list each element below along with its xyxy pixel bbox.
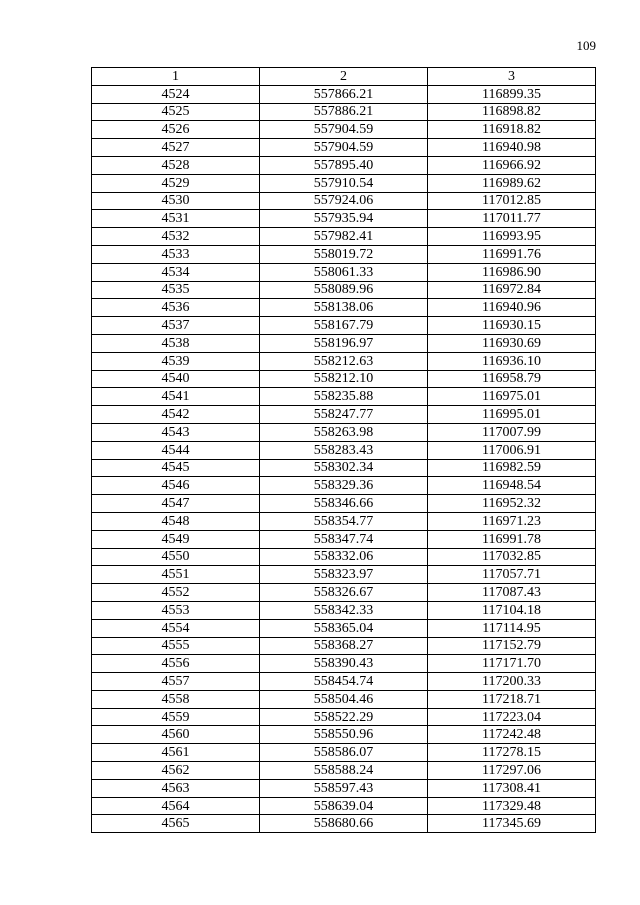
x-coordinate-cell: 557924.06 bbox=[260, 192, 428, 210]
x-coordinate-cell: 558283.43 bbox=[260, 441, 428, 459]
table-row bbox=[92, 673, 596, 691]
x-coordinate-cell: 558302.34 bbox=[260, 459, 428, 477]
y-coordinate-cell: 117297.06 bbox=[428, 762, 596, 780]
table-body bbox=[92, 85, 596, 832]
y-coordinate-cell: 117242.48 bbox=[428, 726, 596, 744]
table-row bbox=[92, 477, 596, 495]
x-coordinate-cell: 557910.54 bbox=[260, 174, 428, 192]
y-coordinate-cell: 117345.69 bbox=[428, 815, 596, 833]
x-coordinate-cell: 558061.33 bbox=[260, 263, 428, 281]
x-coordinate-cell: 558390.43 bbox=[260, 655, 428, 673]
y-coordinate-cell: 117007.99 bbox=[428, 423, 596, 441]
y-coordinate-cell: 116995.01 bbox=[428, 406, 596, 424]
column-header-1: 1 bbox=[92, 68, 260, 86]
table-row bbox=[92, 352, 596, 370]
x-coordinate-cell: 558586.07 bbox=[260, 744, 428, 762]
table-row bbox=[92, 584, 596, 602]
y-coordinate-cell: 116986.90 bbox=[428, 263, 596, 281]
y-coordinate-cell: 117329.48 bbox=[428, 797, 596, 815]
y-coordinate-cell: 117104.18 bbox=[428, 601, 596, 619]
point-number-cell: 4551 bbox=[92, 566, 260, 584]
x-coordinate-cell: 558235.88 bbox=[260, 388, 428, 406]
point-number-cell: 4539 bbox=[92, 352, 260, 370]
table-row bbox=[92, 228, 596, 246]
point-number-cell: 4535 bbox=[92, 281, 260, 299]
y-coordinate-cell: 116971.23 bbox=[428, 512, 596, 530]
y-coordinate-cell: 117152.79 bbox=[428, 637, 596, 655]
table-row bbox=[92, 655, 596, 673]
table-row bbox=[92, 299, 596, 317]
table-row bbox=[92, 779, 596, 797]
x-coordinate-cell: 558639.04 bbox=[260, 797, 428, 815]
y-coordinate-cell: 117223.04 bbox=[428, 708, 596, 726]
x-coordinate-cell: 558504.46 bbox=[260, 690, 428, 708]
table-row bbox=[92, 637, 596, 655]
table-row bbox=[92, 744, 596, 762]
x-coordinate-cell: 558454.74 bbox=[260, 673, 428, 691]
point-number-cell: 4524 bbox=[92, 85, 260, 103]
point-number-cell: 4561 bbox=[92, 744, 260, 762]
table-row bbox=[92, 690, 596, 708]
y-coordinate-cell: 116989.62 bbox=[428, 174, 596, 192]
y-coordinate-cell: 117218.71 bbox=[428, 690, 596, 708]
table-row bbox=[92, 459, 596, 477]
x-coordinate-cell: 557982.41 bbox=[260, 228, 428, 246]
table-row bbox=[92, 103, 596, 121]
y-coordinate-cell: 117308.41 bbox=[428, 779, 596, 797]
point-number-cell: 4541 bbox=[92, 388, 260, 406]
point-number-cell: 4549 bbox=[92, 530, 260, 548]
x-coordinate-cell: 558089.96 bbox=[260, 281, 428, 299]
x-coordinate-cell: 558597.43 bbox=[260, 779, 428, 797]
table-row bbox=[92, 406, 596, 424]
table-row bbox=[92, 601, 596, 619]
x-coordinate-cell: 558354.77 bbox=[260, 512, 428, 530]
table-row bbox=[92, 441, 596, 459]
point-number-cell: 4559 bbox=[92, 708, 260, 726]
y-coordinate-cell: 116982.59 bbox=[428, 459, 596, 477]
y-coordinate-cell: 117057.71 bbox=[428, 566, 596, 584]
y-coordinate-cell: 116991.76 bbox=[428, 245, 596, 263]
x-coordinate-cell: 558588.24 bbox=[260, 762, 428, 780]
table-row bbox=[92, 619, 596, 637]
x-coordinate-cell: 558680.66 bbox=[260, 815, 428, 833]
y-coordinate-cell: 116975.01 bbox=[428, 388, 596, 406]
point-number-cell: 4557 bbox=[92, 673, 260, 691]
table-row bbox=[92, 85, 596, 103]
table-row bbox=[92, 797, 596, 815]
point-number-cell: 4543 bbox=[92, 423, 260, 441]
x-coordinate-cell: 558329.36 bbox=[260, 477, 428, 495]
table-row bbox=[92, 317, 596, 335]
point-number-cell: 4546 bbox=[92, 477, 260, 495]
table-row bbox=[92, 139, 596, 157]
point-number-cell: 4528 bbox=[92, 156, 260, 174]
point-number-cell: 4531 bbox=[92, 210, 260, 228]
point-number-cell: 4533 bbox=[92, 245, 260, 263]
x-coordinate-cell: 558342.33 bbox=[260, 601, 428, 619]
x-coordinate-cell: 558368.27 bbox=[260, 637, 428, 655]
x-coordinate-cell: 557935.94 bbox=[260, 210, 428, 228]
point-number-cell: 4565 bbox=[92, 815, 260, 833]
y-coordinate-cell: 117032.85 bbox=[428, 548, 596, 566]
y-coordinate-cell: 116918.82 bbox=[428, 121, 596, 139]
x-coordinate-cell: 558323.97 bbox=[260, 566, 428, 584]
y-coordinate-cell: 117011.77 bbox=[428, 210, 596, 228]
table-row bbox=[92, 245, 596, 263]
table-row bbox=[92, 121, 596, 139]
table-row bbox=[92, 495, 596, 513]
table-row bbox=[92, 388, 596, 406]
table-row bbox=[92, 512, 596, 530]
point-number-cell: 4547 bbox=[92, 495, 260, 513]
point-number-cell: 4556 bbox=[92, 655, 260, 673]
x-coordinate-cell: 558212.10 bbox=[260, 370, 428, 388]
point-number-cell: 4529 bbox=[92, 174, 260, 192]
table-row bbox=[92, 423, 596, 441]
table-row bbox=[92, 263, 596, 281]
x-coordinate-cell: 558346.66 bbox=[260, 495, 428, 513]
point-number-cell: 4564 bbox=[92, 797, 260, 815]
point-number-cell: 4552 bbox=[92, 584, 260, 602]
point-number-cell: 4553 bbox=[92, 601, 260, 619]
y-coordinate-cell: 117278.15 bbox=[428, 744, 596, 762]
page-number: 109 bbox=[576, 38, 596, 53]
point-number-cell: 4530 bbox=[92, 192, 260, 210]
x-coordinate-cell: 558326.67 bbox=[260, 584, 428, 602]
column-header-3: 3 bbox=[428, 68, 596, 86]
point-number-cell: 4540 bbox=[92, 370, 260, 388]
point-number-cell: 4562 bbox=[92, 762, 260, 780]
x-coordinate-cell: 558167.79 bbox=[260, 317, 428, 335]
point-number-cell: 4545 bbox=[92, 459, 260, 477]
y-coordinate-cell: 117006.91 bbox=[428, 441, 596, 459]
x-coordinate-cell: 558263.98 bbox=[260, 423, 428, 441]
x-coordinate-cell: 558522.29 bbox=[260, 708, 428, 726]
point-number-cell: 4536 bbox=[92, 299, 260, 317]
table-row bbox=[92, 334, 596, 352]
x-coordinate-cell: 557895.40 bbox=[260, 156, 428, 174]
table-row bbox=[92, 210, 596, 228]
coordinates-table bbox=[91, 67, 596, 833]
table-row bbox=[92, 370, 596, 388]
table-row bbox=[92, 548, 596, 566]
y-coordinate-cell: 116952.32 bbox=[428, 495, 596, 513]
table-row bbox=[92, 156, 596, 174]
point-number-cell: 4560 bbox=[92, 726, 260, 744]
header-row bbox=[92, 68, 596, 86]
point-number-cell: 4527 bbox=[92, 139, 260, 157]
y-coordinate-cell: 117200.33 bbox=[428, 673, 596, 691]
table-row bbox=[92, 281, 596, 299]
table-header bbox=[92, 68, 596, 86]
x-coordinate-cell: 558550.96 bbox=[260, 726, 428, 744]
x-coordinate-cell: 558365.04 bbox=[260, 619, 428, 637]
y-coordinate-cell: 117171.70 bbox=[428, 655, 596, 673]
x-coordinate-cell: 558019.72 bbox=[260, 245, 428, 263]
x-coordinate-cell: 558247.77 bbox=[260, 406, 428, 424]
table-row bbox=[92, 530, 596, 548]
y-coordinate-cell: 116940.98 bbox=[428, 139, 596, 157]
y-coordinate-cell: 116966.92 bbox=[428, 156, 596, 174]
y-coordinate-cell: 116972.84 bbox=[428, 281, 596, 299]
x-coordinate-cell: 558196.97 bbox=[260, 334, 428, 352]
point-number-cell: 4538 bbox=[92, 334, 260, 352]
point-number-cell: 4542 bbox=[92, 406, 260, 424]
y-coordinate-cell: 116898.82 bbox=[428, 103, 596, 121]
point-number-cell: 4548 bbox=[92, 512, 260, 530]
x-coordinate-cell: 557904.59 bbox=[260, 121, 428, 139]
x-coordinate-cell: 558212.63 bbox=[260, 352, 428, 370]
point-number-cell: 4554 bbox=[92, 619, 260, 637]
point-number-cell: 4563 bbox=[92, 779, 260, 797]
table-row bbox=[92, 566, 596, 584]
table-row bbox=[92, 762, 596, 780]
x-coordinate-cell: 558332.06 bbox=[260, 548, 428, 566]
point-number-cell: 4534 bbox=[92, 263, 260, 281]
point-number-cell: 4525 bbox=[92, 103, 260, 121]
table-row bbox=[92, 815, 596, 833]
x-coordinate-cell: 557904.59 bbox=[260, 139, 428, 157]
y-coordinate-cell: 117087.43 bbox=[428, 584, 596, 602]
x-coordinate-cell: 557886.21 bbox=[260, 103, 428, 121]
x-coordinate-cell: 557866.21 bbox=[260, 85, 428, 103]
table-row bbox=[92, 708, 596, 726]
point-number-cell: 4544 bbox=[92, 441, 260, 459]
y-coordinate-cell: 116936.10 bbox=[428, 352, 596, 370]
column-header-2: 2 bbox=[260, 68, 428, 86]
point-number-cell: 4550 bbox=[92, 548, 260, 566]
x-coordinate-cell: 558347.74 bbox=[260, 530, 428, 548]
point-number-cell: 4555 bbox=[92, 637, 260, 655]
y-coordinate-cell: 116993.95 bbox=[428, 228, 596, 246]
point-number-cell: 4532 bbox=[92, 228, 260, 246]
point-number-cell: 4526 bbox=[92, 121, 260, 139]
point-number-cell: 4537 bbox=[92, 317, 260, 335]
point-number-cell: 4558 bbox=[92, 690, 260, 708]
y-coordinate-cell: 116899.35 bbox=[428, 85, 596, 103]
table-row bbox=[92, 192, 596, 210]
y-coordinate-cell: 116948.54 bbox=[428, 477, 596, 495]
table-row bbox=[92, 726, 596, 744]
y-coordinate-cell: 117114.95 bbox=[428, 619, 596, 637]
y-coordinate-cell: 116991.78 bbox=[428, 530, 596, 548]
y-coordinate-cell: 116930.15 bbox=[428, 317, 596, 335]
table-row bbox=[92, 174, 596, 192]
y-coordinate-cell: 116958.79 bbox=[428, 370, 596, 388]
x-coordinate-cell: 558138.06 bbox=[260, 299, 428, 317]
y-coordinate-cell: 116940.96 bbox=[428, 299, 596, 317]
y-coordinate-cell: 117012.85 bbox=[428, 192, 596, 210]
y-coordinate-cell: 116930.69 bbox=[428, 334, 596, 352]
